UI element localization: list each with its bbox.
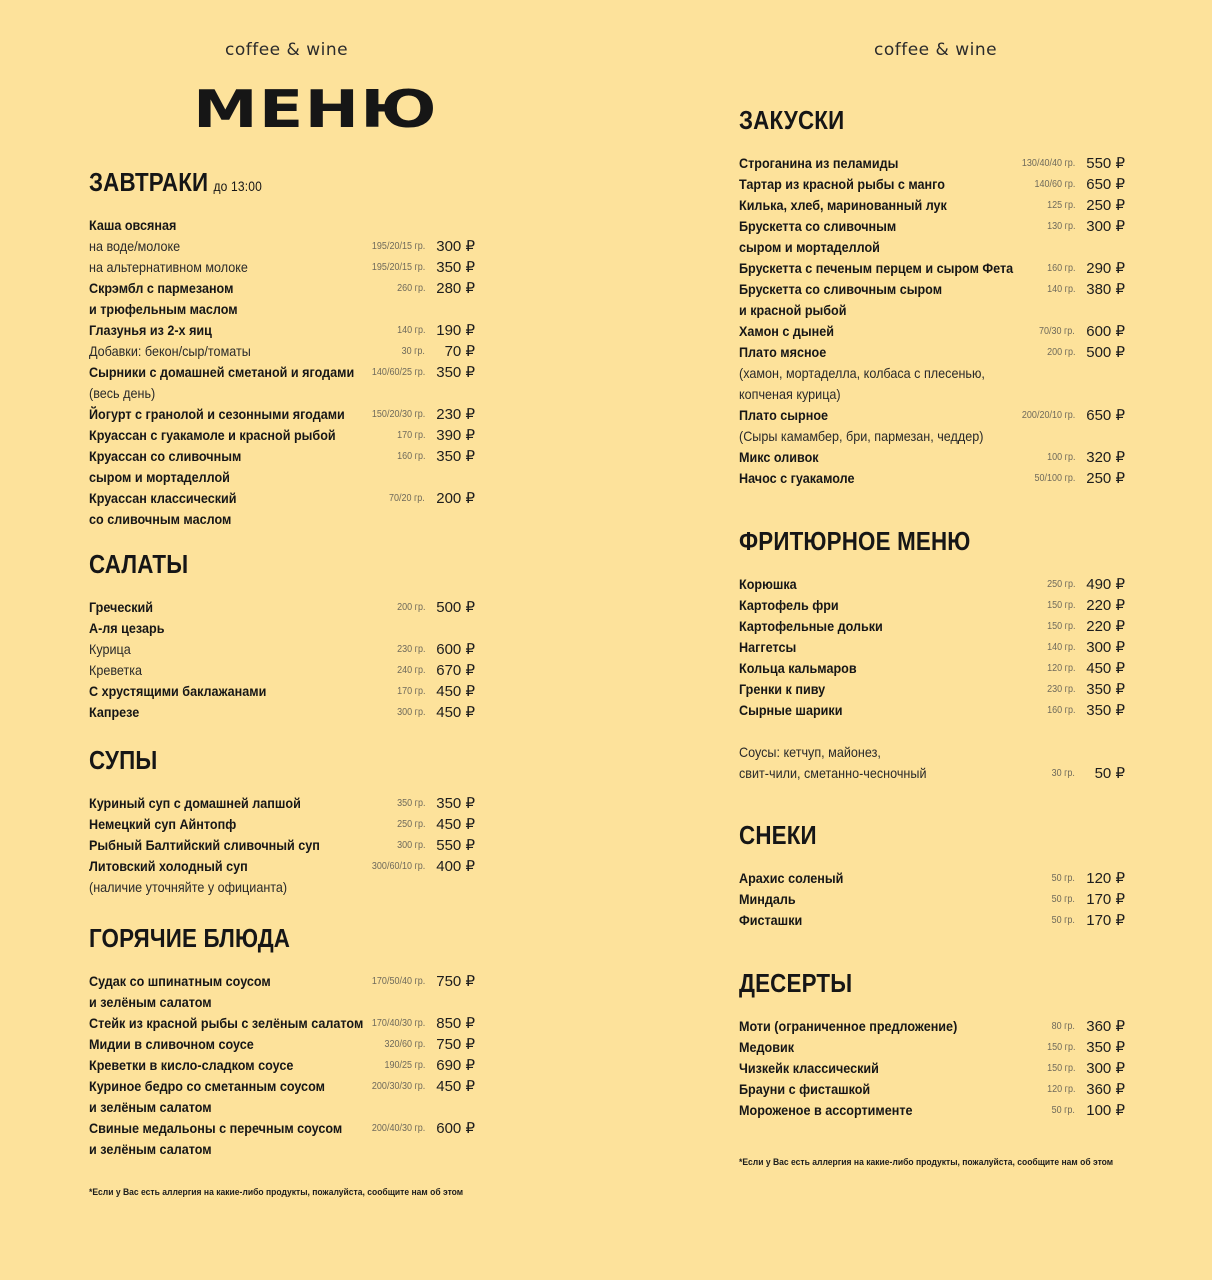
menu-item-price: 220 ₽: [1086, 618, 1125, 635]
section-title-text: ЗАВТРАКИ: [89, 167, 209, 197]
menu-item-name: Судак со шпинатным соусом: [89, 973, 271, 989]
menu-item-price: 70 ₽: [444, 343, 475, 360]
menu-item-row: [89, 681, 479, 702]
menu-item-weight: 170 гр.: [396, 686, 425, 697]
menu-item-price: 360 ₽: [1086, 1018, 1125, 1035]
menu-item-price: 350 ₽: [1086, 681, 1125, 698]
section-appetizers: [739, 103, 1129, 489]
menu-item-name: Немецкий суп Айнтопф: [89, 816, 237, 832]
menu-item-weight: 125 гр.: [1046, 200, 1075, 211]
menu-item-price: 650 ₽: [1086, 407, 1125, 424]
menu-item-price: 600 ₽: [1086, 323, 1125, 340]
menu-item-name: Глазунья из 2-х яиц: [89, 322, 212, 338]
menu-item-name: Картофель фри: [739, 597, 839, 613]
menu-item-price: 360 ₽: [1086, 1081, 1125, 1098]
menu-item-name: Йогурт с гранолой и сезонными ягодами: [89, 406, 345, 422]
section-fried-menu: [739, 524, 1129, 784]
section-title: [89, 165, 424, 199]
menu-item-row: [739, 342, 1129, 363]
menu-item-row: [89, 278, 479, 299]
menu-item-row: [89, 425, 479, 446]
menu-item-row: [739, 700, 1129, 721]
menu-item-row: [89, 383, 479, 404]
menu-item-name: и трюфельным маслом: [89, 301, 238, 317]
menu-item-price: 450 ₽: [436, 704, 475, 721]
menu-item-price: 170 ₽: [1086, 891, 1125, 908]
menu-item-name: Тартар из красной рыбы с манго: [739, 176, 945, 192]
menu-item-price: 250 ₽: [1086, 470, 1125, 487]
menu-item-name: и зелёным салатом: [89, 994, 212, 1010]
menu-item-name: со сливочным маслом: [89, 511, 232, 527]
section-title: ДЕСЕРТЫ: [739, 968, 853, 998]
menu-item-row: [89, 362, 479, 383]
menu-item-row: [739, 1037, 1129, 1058]
section-title: ФРИТЮРНОЕ МЕНЮ: [739, 526, 971, 556]
menu-logo: МЕНЮ: [193, 80, 438, 140]
menu-item-row: [739, 763, 1129, 784]
menu-item-weight: 150 гр.: [1046, 600, 1075, 611]
menu-item-name: Строганина из пеламиды: [739, 155, 899, 171]
menu-item-row: [739, 405, 1129, 426]
menu-item-name: Добавки: бекон/сыр/томаты: [89, 343, 251, 359]
menu-item-row: [89, 1076, 479, 1097]
menu-item-weight: 300 гр.: [396, 707, 425, 718]
menu-item-row: [739, 237, 1129, 258]
menu-item-row: [89, 702, 479, 723]
menu-item-weight: 195/20/15 гр.: [371, 262, 425, 273]
menu-item-row: [739, 279, 1129, 300]
menu-item-row: [89, 992, 479, 1013]
menu-item-name: Сырные шарики: [739, 702, 843, 718]
menu-item-name: Греческий: [89, 599, 154, 615]
menu-item-row: [739, 616, 1129, 637]
menu-item-price: 170 ₽: [1086, 912, 1125, 929]
menu-item-name: Курица: [89, 641, 131, 657]
menu-item-weight: 100 гр.: [1046, 452, 1075, 463]
section-hot-dishes: [89, 921, 479, 1160]
menu-item-name: Брауни с фисташкой: [739, 1081, 871, 1097]
menu-item-weight: 140 гр.: [1046, 642, 1075, 653]
menu-item-name: на альтернативном молоке: [89, 259, 248, 275]
menu-item-name: Свиные медальоны с перечным соусом: [89, 1120, 343, 1136]
section-note: до 13:00: [213, 178, 263, 194]
menu-item-weight: 200/20/10 гр.: [1021, 410, 1075, 421]
menu-item-weight: 160 гр.: [396, 451, 425, 462]
menu-item-row: [89, 814, 479, 835]
menu-item-row: [739, 1058, 1129, 1079]
menu-item-name: А-ля цезарь: [89, 620, 165, 636]
menu-item-price: 450 ₽: [436, 816, 475, 833]
list-spacer: [739, 721, 1129, 742]
menu-item-name: Килька, хлеб, маринованный лук: [739, 197, 947, 213]
menu-item-name: Сырники с домашней сметаной и ягодами: [89, 364, 355, 380]
menu-item-row: [89, 597, 479, 618]
menu-item-weight: 30 гр.: [1051, 768, 1075, 779]
menu-item-price: 850 ₽: [436, 1015, 475, 1032]
menu-item-name: Каша овсяная: [89, 217, 177, 233]
menu-item-name: Круассан классический: [89, 490, 237, 506]
menu-item-price: 230 ₽: [436, 406, 475, 423]
menu-item-row: [89, 877, 479, 898]
menu-item-name: Рыбный Балтийский сливочный суп: [89, 837, 320, 853]
menu-item-row: [739, 258, 1129, 279]
menu-item-row: [739, 426, 1129, 447]
menu-item-weight: 300/60/10 гр.: [371, 861, 425, 872]
menu-item-weight: 150 гр.: [1046, 1063, 1075, 1074]
menu-item-weight: 130 гр.: [1046, 221, 1075, 232]
menu-item-name: Мороженое в ассортименте: [739, 1102, 913, 1118]
menu-item-price: 650 ₽: [1086, 176, 1125, 193]
menu-item-row: [89, 215, 479, 236]
menu-item-weight: 200 гр.: [396, 602, 425, 613]
menu-item-price: 670 ₽: [436, 662, 475, 679]
item-list: [89, 215, 479, 530]
menu-item-price: 450 ₽: [436, 1078, 475, 1095]
menu-item-row: [89, 467, 479, 488]
menu-item-weight: 70/20 гр.: [389, 493, 425, 504]
menu-item-price: 550 ₽: [436, 837, 475, 854]
menu-item-name: Брускетта со сливочным сыром: [739, 281, 943, 297]
section-snacks: [739, 818, 1129, 931]
menu-item-price: 280 ₽: [436, 280, 475, 297]
menu-item-row: [89, 1118, 479, 1139]
menu-item-price: 600 ₽: [436, 641, 475, 658]
menu-item-price: 100 ₽: [1086, 1102, 1125, 1119]
menu-item-price: 750 ₽: [436, 1036, 475, 1053]
menu-item-weight: 170 гр.: [396, 430, 425, 441]
menu-item-row: [89, 1055, 479, 1076]
menu-item-row: [739, 1100, 1129, 1121]
menu-item-price: 120 ₽: [1086, 870, 1125, 887]
menu-item-weight: 50 гр.: [1051, 894, 1075, 905]
menu-item-row: [739, 321, 1129, 342]
menu-item-row: [739, 868, 1129, 889]
menu-item-name: Начос с гуакамоле: [739, 470, 855, 486]
menu-item-name: Мидии в сливочном соусе: [89, 1036, 254, 1052]
menu-item-price: 550 ₽: [1086, 155, 1125, 172]
menu-item-name: Куриный суп с домашней лапшой: [89, 795, 301, 811]
menu-item-name: сыром и мортаделлой: [89, 469, 230, 485]
item-list: [739, 153, 1129, 489]
item-list: [739, 868, 1129, 931]
menu-item-name: Медовик: [739, 1039, 794, 1055]
menu-item-row: [89, 299, 479, 320]
menu-item-row: [89, 320, 479, 341]
menu-item-row: [89, 341, 479, 362]
section-title: ГОРЯЧИЕ БЛЮДА: [89, 923, 291, 953]
menu-item-row: [89, 856, 479, 877]
menu-item-price: 300 ₽: [436, 238, 475, 255]
section-breakfast: [89, 165, 479, 530]
menu-item-row: [89, 793, 479, 814]
menu-item-name: (хамон, мортаделла, колбаса с плесенью,: [739, 365, 985, 381]
menu-item-name: Арахис соленый: [739, 870, 844, 886]
menu-item-price: 400 ₽: [436, 858, 475, 875]
menu-item-weight: 250 гр.: [1046, 579, 1075, 590]
menu-item-name: Кольца кальмаров: [739, 660, 857, 676]
menu-item-name: Наггетсы: [739, 639, 797, 655]
menu-item-name: Скрэмбл с пармезаном: [89, 280, 234, 296]
menu-item-row: [89, 835, 479, 856]
menu-item-row: [739, 658, 1129, 679]
menu-item-row: [739, 742, 1129, 763]
menu-item-price: 350 ₽: [436, 259, 475, 276]
menu-item-weight: 200 гр.: [1046, 347, 1075, 358]
menu-item-price: 220 ₽: [1086, 597, 1125, 614]
menu-item-weight: 140/60 гр.: [1034, 179, 1075, 190]
menu-item-price: 500 ₽: [1086, 344, 1125, 361]
menu-item-weight: 260 гр.: [396, 283, 425, 294]
menu-item-row: [89, 236, 479, 257]
menu-item-row: [739, 447, 1129, 468]
menu-item-weight: 120 гр.: [1046, 663, 1075, 674]
menu-item-row: [739, 679, 1129, 700]
allergy-footnote: *Если у Вас есть аллергия на какие-либо продукты, пожалуйста, сообщите нам об этом: [89, 1187, 464, 1198]
menu-item-row: [89, 509, 479, 530]
menu-item-row: [739, 1016, 1129, 1037]
menu-item-weight: 130/40/40 гр.: [1021, 158, 1075, 169]
menu-item-price: 490 ₽: [1086, 576, 1125, 593]
menu-item-price: 50 ₽: [1094, 765, 1125, 782]
section-salads: [89, 547, 479, 723]
menu-item-weight: 170/40/30 гр.: [371, 1018, 425, 1029]
menu-item-price: 290 ₽: [1086, 260, 1125, 277]
menu-item-name: С хрустящими баклажанами: [89, 683, 267, 699]
menu-item-row: [89, 1034, 479, 1055]
menu-item-row: [89, 1097, 479, 1118]
item-list: [89, 971, 479, 1160]
menu-item-row: [739, 889, 1129, 910]
menu-item-name: Корюшка: [739, 576, 797, 592]
menu-item-row: [89, 660, 479, 681]
menu-item-weight: 160 гр.: [1046, 263, 1075, 274]
menu-item-price: 690 ₽: [436, 1057, 475, 1074]
menu-item-row: [739, 384, 1129, 405]
menu-item-row: [739, 153, 1129, 174]
menu-item-row: [739, 195, 1129, 216]
menu-item-price: 300 ₽: [1086, 639, 1125, 656]
menu-item-weight: 140 гр.: [1046, 284, 1075, 295]
menu-item-name: Плато сырное: [739, 407, 829, 423]
section-title: СУПЫ: [89, 745, 158, 775]
menu-item-row: [739, 595, 1129, 616]
section-title: ЗАКУСКИ: [739, 105, 845, 135]
menu-item-price: 350 ₽: [1086, 1039, 1125, 1056]
menu-item-price: 750 ₽: [436, 973, 475, 990]
menu-item-name: Круассан с гуакамоле и красной рыбой: [89, 427, 336, 443]
menu-item-weight: 200/40/30 гр.: [371, 1123, 425, 1134]
menu-item-weight: 195/20/15 гр.: [371, 241, 425, 252]
menu-item-name: на воде/молоке: [89, 238, 181, 254]
menu-item-name: Картофельные дольки: [739, 618, 883, 634]
menu-item-name: Моти (ограниченное предложение): [739, 1018, 958, 1034]
menu-item-weight: 30 гр.: [401, 346, 425, 357]
menu-item-weight: 190/25 гр.: [384, 1060, 425, 1071]
menu-item-name: копченая курица): [739, 386, 841, 402]
menu-item-price: 200 ₽: [436, 490, 475, 507]
menu-item-row: [89, 1139, 479, 1160]
menu-item-weight: 150 гр.: [1046, 621, 1075, 632]
menu-item-name: Гренки к пиву: [739, 681, 826, 697]
menu-item-row: [739, 174, 1129, 195]
menu-item-weight: 70/30 гр.: [1039, 326, 1075, 337]
menu-item-weight: 170/50/40 гр.: [371, 976, 425, 987]
menu-item-name: Соусы: кетчуп, майонез,: [739, 744, 881, 760]
menu-item-name: Брускетта со сливочным: [739, 218, 897, 234]
menu-item-name: и зелёным салатом: [89, 1099, 212, 1115]
menu-item-row: [739, 216, 1129, 237]
menu-item-row: [89, 618, 479, 639]
menu-item-weight: 80 гр.: [1051, 1021, 1075, 1032]
menu-item-name: сыром и мортаделлой: [739, 239, 880, 255]
menu-item-name: Литовский холодный суп: [89, 858, 248, 874]
menu-item-price: 450 ₽: [436, 683, 475, 700]
menu-item-name: Миндаль: [739, 891, 796, 907]
section-desserts: [739, 966, 1129, 1121]
menu-item-row: [89, 1013, 479, 1034]
menu-item-weight: 230 гр.: [396, 644, 425, 655]
menu-item-weight: 120 гр.: [1046, 1084, 1075, 1095]
menu-item-price: 350 ₽: [436, 448, 475, 465]
menu-item-price: 300 ₽: [1086, 1060, 1125, 1077]
menu-item-name: и красной рыбой: [739, 302, 847, 318]
section-soups: [89, 743, 479, 898]
menu-item-weight: 350 гр.: [396, 798, 425, 809]
menu-item-price: 250 ₽: [1086, 197, 1125, 214]
menu-item-row: [89, 971, 479, 992]
menu-item-name: Креветки в кисло-сладком соусе: [89, 1057, 294, 1073]
menu-item-weight: 150 гр.: [1046, 1042, 1075, 1053]
menu-item-row: [739, 637, 1129, 658]
menu-item-weight: 50 гр.: [1051, 1105, 1075, 1116]
menu-item-price: 300 ₽: [1086, 218, 1125, 235]
menu-item-price: 350 ₽: [1086, 702, 1125, 719]
menu-item-price: 350 ₽: [436, 795, 475, 812]
item-list: [89, 597, 479, 723]
menu-item-name: Брускетта с печеным перцем и сыром Фета: [739, 260, 1014, 276]
menu-item-name: (весь день): [89, 385, 156, 401]
menu-item-weight: 50/100 гр.: [1034, 473, 1075, 484]
menu-item-name: Микс оливок: [739, 449, 819, 465]
menu-item-row: [739, 363, 1129, 384]
menu-item-weight: 160 гр.: [1046, 705, 1075, 716]
menu-item-row: [89, 639, 479, 660]
menu-item-name: свит-чили, сметанно-чесночный: [739, 765, 927, 781]
menu-item-price: 600 ₽: [436, 1120, 475, 1137]
menu-item-name: Капрезе: [89, 704, 140, 720]
menu-item-price: 380 ₽: [1086, 281, 1125, 298]
menu-item-name: и зелёным салатом: [89, 1141, 212, 1157]
item-list: [89, 793, 479, 898]
menu-item-name: Плато мясное: [739, 344, 827, 360]
menu-item-weight: 50 гр.: [1051, 873, 1075, 884]
menu-item-row: [739, 910, 1129, 931]
menu-item-row: [739, 468, 1129, 489]
brand-label-right: coffee & wine: [874, 40, 998, 60]
menu-item-name: Хамон с дыней: [739, 323, 835, 339]
menu-item-price: 500 ₽: [436, 599, 475, 616]
menu-item-weight: 240 гр.: [396, 665, 425, 676]
menu-item-name: Чизкейк классический: [739, 1060, 879, 1076]
menu-item-row: [739, 300, 1129, 321]
menu-item-weight: 230 гр.: [1046, 684, 1075, 695]
menu-item-weight: 300 гр.: [396, 840, 425, 851]
menu-item-weight: 140 гр.: [396, 325, 425, 336]
menu-item-weight: 250 гр.: [396, 819, 425, 830]
menu-item-price: 390 ₽: [436, 427, 475, 444]
item-list: [739, 1016, 1129, 1121]
brand-label-left: coffee & wine: [225, 40, 349, 60]
menu-item-name: (наличие уточняйте у официанта): [89, 879, 288, 895]
menu-item-weight: 140/60/25 гр.: [371, 367, 425, 378]
menu-item-price: 320 ₽: [1086, 449, 1125, 466]
menu-item-weight: 200/30/30 гр.: [371, 1081, 425, 1092]
menu-item-price: 350 ₽: [436, 364, 475, 381]
menu-item-row: [89, 404, 479, 425]
menu-item-name: (Сыры камамбер, бри, пармезан, чеддер): [739, 428, 984, 444]
menu-item-row: [89, 488, 479, 509]
menu-item-name: Куриное бедро со сметанным соусом: [89, 1078, 325, 1094]
menu-item-name: Фисташки: [739, 912, 803, 928]
menu-item-name: Круассан со сливочным: [89, 448, 242, 464]
menu-item-row: [739, 1079, 1129, 1100]
section-title: САЛАТЫ: [89, 549, 189, 579]
menu-item-row: [739, 574, 1129, 595]
menu-item-row: [89, 257, 479, 278]
menu-item-row: [89, 446, 479, 467]
menu-item-weight: 320/60 гр.: [384, 1039, 425, 1050]
menu-item-price: 190 ₽: [436, 322, 475, 339]
menu-item-weight: 50 гр.: [1051, 915, 1075, 926]
menu-item-name: Креветка: [89, 662, 143, 678]
item-list: [739, 574, 1129, 784]
section-title: СНЕКИ: [739, 820, 817, 850]
allergy-footnote: *Если у Вас есть аллергия на какие-либо продукты, пожалуйста, сообщите нам об этом: [739, 1157, 1114, 1168]
menu-item-name: Стейк из красной рыбы с зелёным салатом: [89, 1015, 364, 1031]
menu-item-price: 450 ₽: [1086, 660, 1125, 677]
menu-item-weight: 150/20/30 гр.: [371, 409, 425, 420]
